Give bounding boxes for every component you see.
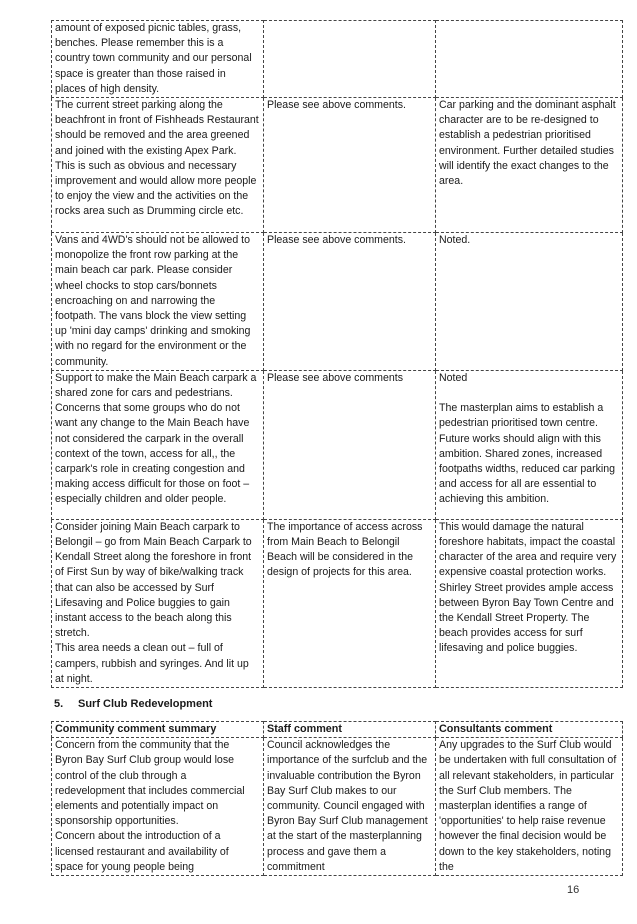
table-row (52, 21, 623, 98)
staff-comment-cell: Council acknowledges the importance of the surfclub and the invaluable contribution the Byron Bay Surf Club makes to our community. Council engaged with Byron Bay Surf Club management at the start of the masterplanning process and gave them a commitment (264, 738, 436, 876)
community-comment-cell: Vans and 4WD's should not be allowed to monopolize the front row parking at the main beach car park. Please consider wheel chocks to stop cars/bonnets encroaching on and narrowing the footpath. The vans block the view setting up 'mini day camps' drinking and smoking with no regard for the environment or the community. (52, 233, 264, 371)
consultants-comment-cell: Car parking and the dominant asphalt character are to be re-designed to establish a pedestrian prioritised environment. Further detailed studies will identify the exact changes to the area. (436, 98, 623, 233)
table-row (52, 370, 623, 519)
community-comment-cell: Concern from the community that the Byron Bay Surf Club group would lose control of the club through a redevelopment that includes commercial elements and potentially impact on sponsorship opportunities. Concern about the introduction of a licensed restaurant and availability of space for young people being (52, 738, 264, 876)
column-header-consultants: Consultants comment (436, 722, 623, 738)
table-row (52, 233, 623, 371)
section-title: Surf Club Redevelopment (78, 698, 213, 710)
section-number: 5. (54, 698, 64, 710)
consultants-comment-cell (436, 21, 623, 98)
community-comment-cell: amount of exposed picnic tables, grass, benches. Please remember this is a country town community and our personal space is greater than those raised in places of high density. (52, 21, 264, 98)
table-header-row (52, 722, 623, 738)
community-comment-cell: The current street parking along the beachfront in front of Fishheads Restaurant should be removed and the area greened and joined with the existing Apex Park. This is such as obvious and necessary improvement and would allow more people to enjoy the view and the activities on the rocks area such as Drumming circle etc. (52, 98, 264, 233)
consultants-comment-cell: This would damage the natural foreshore habitats, impact the coastal character of the area and require very expensive coastal protection works. Shirley Street provides ample access between Byron Bay Town Centre and the Kendall Street Property. The beach provides access for surf lifesaving and police buggies. (436, 519, 623, 687)
staff-comment-cell (264, 21, 436, 98)
table-row (52, 738, 623, 876)
column-header-staff: Staff comment (264, 722, 436, 738)
page-number: 16 (567, 884, 580, 896)
staff-comment-cell: Please see above comments. (264, 98, 436, 233)
community-comment-cell: Support to make the Main Beach carpark a shared zone for cars and pedestrians. Concerns that some groups who do not want any change to the Main Beach have not considered the carpark in the overall context of the town, access for all,, the carpark's role in creating congestion and making access difficult for those on foot – especially children and older people. (52, 370, 264, 519)
community-comment-cell: Consider joining Main Beach carpark to Belongil – go from Main Beach Carpark to Kendall Street along the foreshore in front of First Sun by way of bike/walking track that can also be accessed by Surf Lifesaving and Police buggies to gain instant access to the beach along this stretch. This area needs a clean out – full of campers, rubbish and syringes. And lit up at night. (52, 519, 264, 687)
surf-club-comments-table (51, 721, 623, 876)
column-header-community: Community comment summary (52, 722, 264, 738)
consultants-comment-cell: Noted. (436, 233, 623, 371)
staff-comment-cell: Please see above comments. (264, 233, 436, 371)
table-row (52, 98, 623, 233)
staff-comment-cell: The importance of access across from Main Beach to Belongil Beach will be considered in the design of projects for this area. (264, 519, 436, 687)
staff-comment-cell: Please see above comments (264, 370, 436, 519)
consultants-comment-cell: Noted The masterplan aims to establish a pedestrian prioritised town centre. Future works should align with this ambition. Shared zones, increased footpaths widths, reduced car parking and access for all are essential to achieving this ambition. (436, 370, 623, 519)
table-row (52, 519, 623, 687)
section-heading (54, 698, 212, 710)
comments-table-continued (51, 20, 623, 688)
consultants-comment-cell: Any upgrades to the Surf Club would be undertaken with full consultation of all relevant stakeholders, in particular the Surf Club members. The masterplan identifies a range of 'opportunities' to help raise revenue however the final decision would be down to the key stakeholders, noting the (436, 738, 623, 876)
